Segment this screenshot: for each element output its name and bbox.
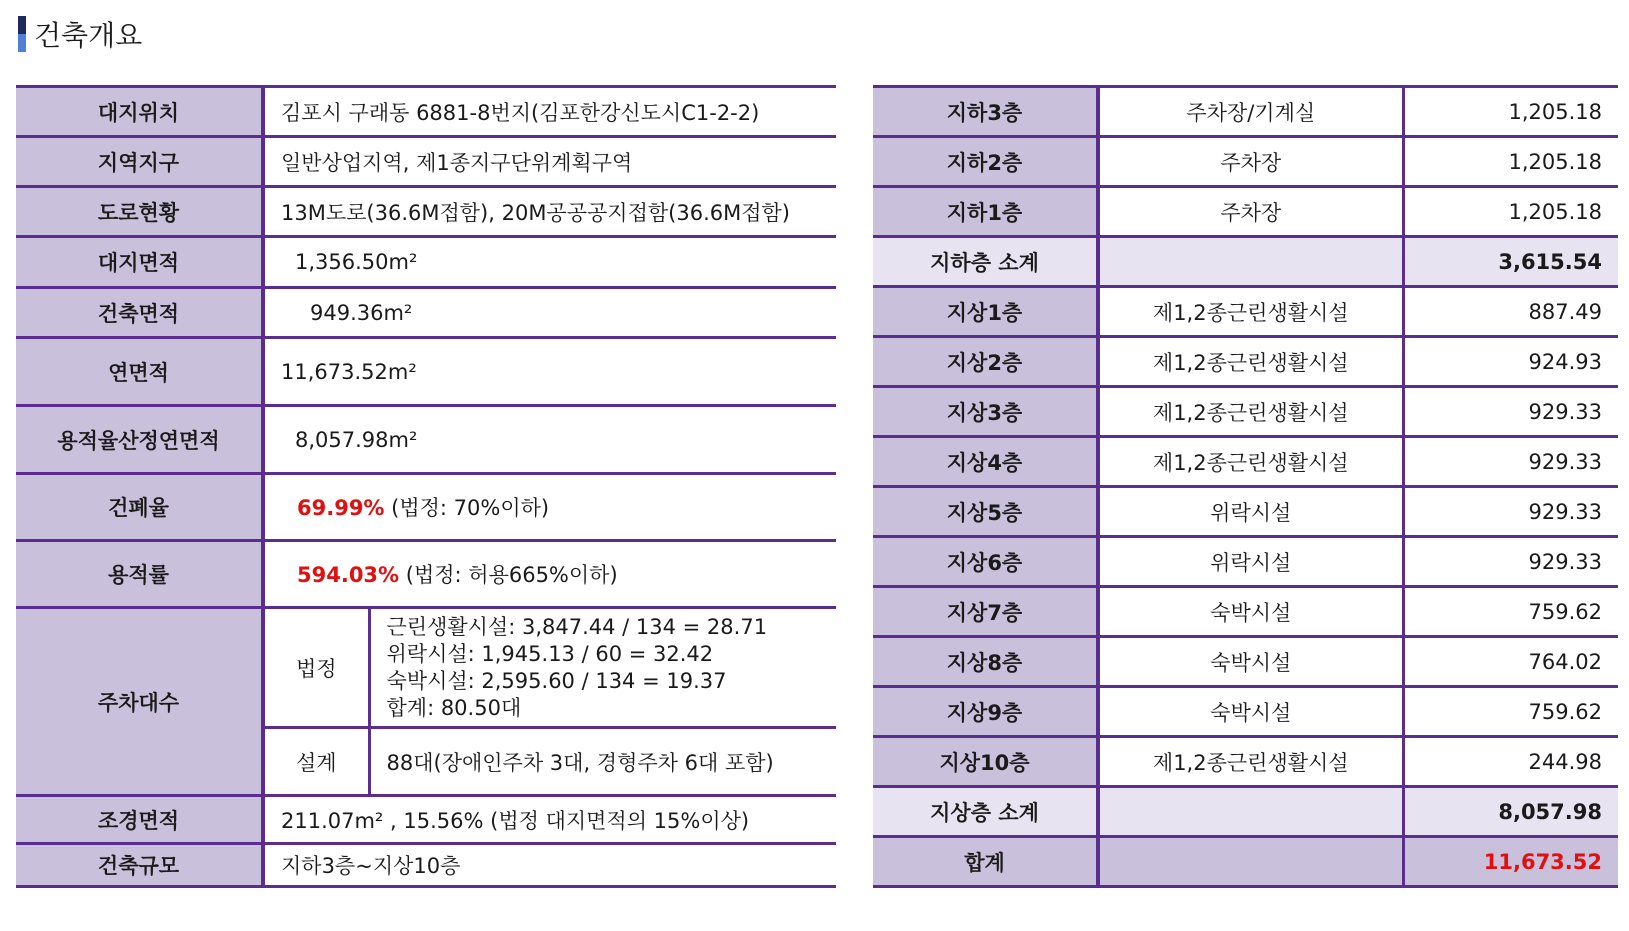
floor-area: 759.62 — [1403, 587, 1618, 637]
table-row — [16, 338, 836, 406]
floor-row — [873, 737, 1618, 787]
row-label: 건축규모 — [16, 844, 263, 887]
section-header — [18, 14, 142, 54]
parking-line: 위락시설: 1,945.13 / 60 = 32.42 — [386, 641, 714, 666]
floor-area: 929.33 — [1403, 387, 1618, 437]
floor-label: 지상10층 — [873, 737, 1098, 787]
row-label: 주차대수 — [16, 608, 263, 796]
floor-use: 제1,2종근린생활시설 — [1098, 387, 1403, 437]
page-title: 건축개요 — [34, 19, 143, 52]
table-row — [16, 608, 836, 728]
floor-area: 1,205.18 — [1403, 137, 1618, 187]
row-label: 대지면적 — [16, 237, 263, 288]
overview-table — [16, 85, 836, 888]
floor-label: 지상2층 — [873, 337, 1098, 387]
floor-label: 지하1층 — [873, 187, 1098, 237]
row-label: 용적률 — [16, 541, 263, 608]
table-row — [16, 237, 836, 288]
floor-row — [873, 87, 1618, 137]
bcr-note: (법정: 70%이하) — [391, 496, 550, 520]
parking-design-value: 88대(장애인주차 3대, 경형주차 6대 포함) — [369, 728, 836, 796]
floor-row — [873, 487, 1618, 537]
floor-row — [873, 337, 1618, 387]
floor-use: 제1,2종근린생활시설 — [1098, 737, 1403, 787]
far-note: (법정: 허용665%이하) — [405, 563, 618, 587]
parking-design-label: 설계 — [263, 728, 369, 796]
floor-area: 1,205.18 — [1403, 187, 1618, 237]
floor-label: 지상1층 — [873, 287, 1098, 337]
floor-row — [873, 837, 1618, 887]
row-label: 용적율산정연면적 — [16, 406, 263, 474]
table-row — [16, 541, 836, 608]
floor-area: 764.02 — [1403, 637, 1618, 687]
floor-area: 1,205.18 — [1403, 87, 1618, 137]
floor-label: 지상8층 — [873, 637, 1098, 687]
floor-row — [873, 237, 1618, 287]
floor-area-table — [873, 85, 1618, 888]
floor-label: 합계 — [873, 837, 1098, 887]
row-label: 건폐율 — [16, 474, 263, 541]
floor-area: 759.62 — [1403, 687, 1618, 737]
floor-area: 3,615.54 — [1403, 237, 1618, 287]
floor-area: 11,673.52 — [1403, 837, 1618, 887]
row-value: 949.36m² — [263, 288, 836, 338]
row-value — [263, 541, 836, 608]
row-value: 일반상업지역, 제1종지구단위계획구역 — [263, 137, 836, 187]
parking-legal-detail — [369, 608, 836, 728]
floor-row — [873, 437, 1618, 487]
floor-use — [1098, 787, 1403, 837]
floor-label: 지상4층 — [873, 437, 1098, 487]
floor-label: 지상7층 — [873, 587, 1098, 637]
row-value: 김포시 구래동 6881-8번지(김포한강신도시C1-2-2) — [263, 87, 836, 137]
floor-area: 924.93 — [1403, 337, 1618, 387]
row-value: 8,057.98m² — [263, 406, 836, 474]
floor-label: 지하3층 — [873, 87, 1098, 137]
title-marker-icon — [18, 16, 26, 52]
table-row — [16, 796, 836, 844]
floor-label: 지하층 소계 — [873, 237, 1098, 287]
far-value: 594.03% — [297, 563, 400, 587]
table-row — [16, 844, 836, 887]
parking-line: 합계: 80.50대 — [386, 695, 522, 720]
floor-row — [873, 687, 1618, 737]
row-value: 13M도로(36.6M접함), 20M공공공지접함(36.6M접함) — [263, 187, 836, 237]
floor-row — [873, 137, 1618, 187]
floor-area: 929.33 — [1403, 487, 1618, 537]
parking-line: 숙박시설: 2,595.60 / 134 = 19.37 — [386, 668, 727, 693]
floor-use: 주차장/기계실 — [1098, 87, 1403, 137]
floor-label: 지하2층 — [873, 137, 1098, 187]
floor-row — [873, 287, 1618, 337]
floor-area: 887.49 — [1403, 287, 1618, 337]
floor-use: 숙박시설 — [1098, 587, 1403, 637]
table-row — [16, 87, 836, 137]
floor-area: 244.98 — [1403, 737, 1618, 787]
table-row — [16, 406, 836, 474]
floor-row — [873, 637, 1618, 687]
floor-area: 8,057.98 — [1403, 787, 1618, 837]
floor-use: 숙박시설 — [1098, 687, 1403, 737]
floor-label: 지상9층 — [873, 687, 1098, 737]
table-row — [16, 187, 836, 237]
floor-table-body — [873, 87, 1618, 887]
floor-use: 위락시설 — [1098, 487, 1403, 537]
floor-area: 929.33 — [1403, 537, 1618, 587]
row-value — [263, 474, 836, 541]
row-label: 지역지구 — [16, 137, 263, 187]
table-row — [16, 474, 836, 541]
parking-line: 근린생활시설: 3,847.44 / 134 = 28.71 — [386, 614, 768, 639]
floor-use — [1098, 237, 1403, 287]
row-label: 조경면적 — [16, 796, 263, 844]
floor-use: 제1,2종근린생활시설 — [1098, 337, 1403, 387]
row-value: 지하3층~지상10층 — [263, 844, 836, 887]
floor-use: 제1,2종근린생활시설 — [1098, 437, 1403, 487]
floor-use: 주차장 — [1098, 137, 1403, 187]
row-label: 대지위치 — [16, 87, 263, 137]
floor-row — [873, 387, 1618, 437]
bcr-value: 69.99% — [297, 496, 385, 520]
parking-legal-label: 법정 — [263, 608, 369, 728]
table-row — [16, 137, 836, 187]
floor-use: 제1,2종근린생활시설 — [1098, 287, 1403, 337]
floor-row — [873, 187, 1618, 237]
floor-label: 지상5층 — [873, 487, 1098, 537]
floor-row — [873, 537, 1618, 587]
floor-row — [873, 587, 1618, 637]
row-value: 11,673.52m² — [263, 338, 836, 406]
floor-use: 주차장 — [1098, 187, 1403, 237]
floor-label: 지상6층 — [873, 537, 1098, 587]
floor-row — [873, 787, 1618, 837]
row-label: 연면적 — [16, 338, 263, 406]
floor-label: 지상3층 — [873, 387, 1098, 437]
row-value: 1,356.50m² — [263, 237, 836, 288]
floor-label: 지상층 소계 — [873, 787, 1098, 837]
floor-use: 위락시설 — [1098, 537, 1403, 587]
table-row — [16, 288, 836, 338]
row-label: 건축면적 — [16, 288, 263, 338]
floor-use: 숙박시설 — [1098, 637, 1403, 687]
row-value: 211.07m² , 15.56% (법정 대지면적의 15%이상) — [263, 796, 836, 844]
floor-area: 929.33 — [1403, 437, 1618, 487]
row-label: 도로현황 — [16, 187, 263, 237]
floor-use — [1098, 837, 1403, 887]
